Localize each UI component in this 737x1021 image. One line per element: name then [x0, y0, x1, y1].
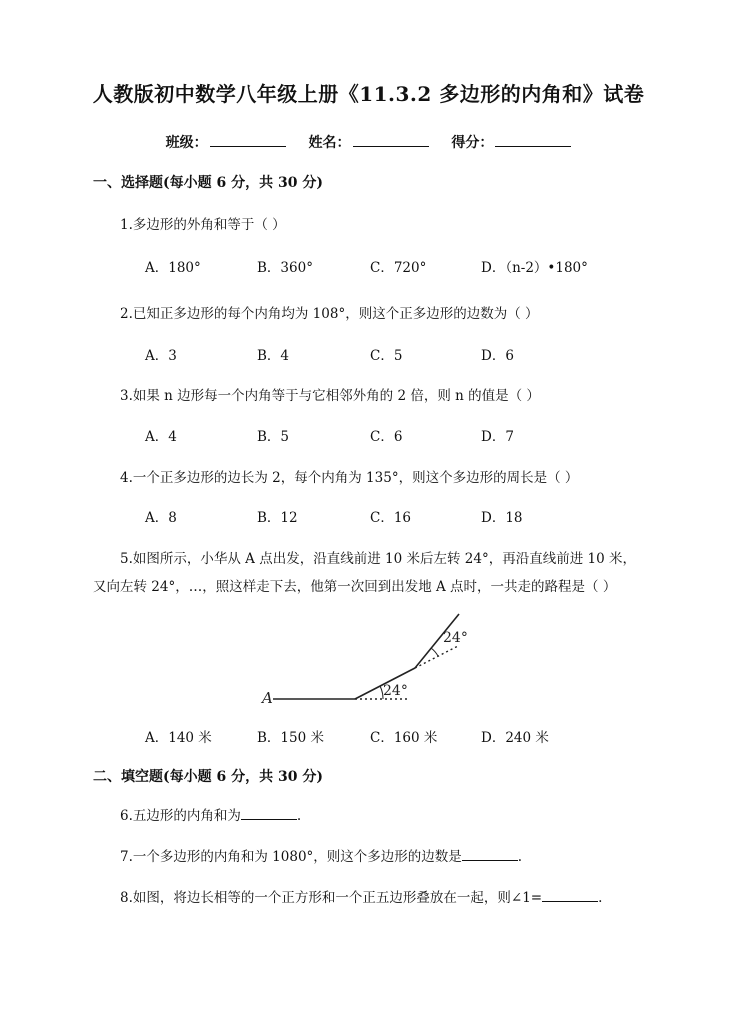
option-c[interactable]: C．6: [370, 429, 403, 445]
score-label: 得分：: [451, 135, 494, 151]
question-8-end: .: [598, 890, 603, 906]
option-d[interactable]: D．（n-2）•180°: [481, 260, 588, 276]
class-label: 班级：: [165, 135, 208, 151]
option-a[interactable]: A．3: [145, 348, 177, 364]
option-b[interactable]: B．360°: [257, 260, 313, 276]
option-d[interactable]: D．6: [481, 348, 514, 364]
section-heading-fill: 二、填空题(每小题 6 分，共 30 分): [93, 769, 323, 785]
question-5-line-2: 又向左转 24°，…，照这样走下去，他第一次回到出发地 A 点时，一共走的路程是（ ）: [93, 579, 617, 595]
walking-path-figure: [255, 606, 475, 706]
option-c[interactable]: C．720°: [370, 260, 427, 276]
extension-dotted-2: [415, 646, 458, 668]
student-info-row: [0, 132, 737, 152]
question-6-text: 6.五边形的内角和为: [120, 808, 241, 824]
option-b[interactable]: B．5: [257, 429, 290, 445]
option-a[interactable]: A．180°: [145, 260, 201, 276]
question-6-end: .: [296, 808, 302, 824]
option-d[interactable]: D．7: [481, 429, 514, 445]
name-blank[interactable]: [353, 132, 429, 147]
name-field: [309, 132, 429, 152]
score-field: [451, 132, 571, 152]
option-d[interactable]: D．18: [481, 510, 523, 526]
page-title: 人教版初中数学八年级上册《11.3.2 多边形的内角和》试卷: [92, 82, 645, 106]
answer-blank-6[interactable]: [241, 806, 297, 820]
option-a[interactable]: A．140 米: [145, 730, 212, 746]
question-7: [120, 845, 522, 865]
option-c[interactable]: C．160 米: [370, 730, 438, 746]
score-blank[interactable]: [495, 132, 571, 147]
option-b[interactable]: B．4: [257, 348, 290, 364]
angle-label-1: 24°: [383, 683, 408, 699]
option-b[interactable]: B．150 米: [257, 730, 324, 746]
option-c[interactable]: C．5: [370, 348, 403, 364]
name-label: 姓名：: [308, 135, 351, 151]
question-2: 2.已知正多边形的每个内角均为 108°，则这个正多边形的边数为（ ）: [120, 306, 539, 322]
answer-blank-8[interactable]: [542, 888, 598, 902]
angle-label-2: 24°: [443, 630, 468, 646]
question-7-end: .: [517, 849, 523, 865]
question-6: [120, 804, 301, 824]
angle-arc-2: [431, 648, 438, 656]
option-a[interactable]: A．8: [145, 510, 177, 526]
option-c[interactable]: C．16: [370, 510, 412, 526]
class-field: [166, 132, 286, 152]
question-8-text: 8.如图，将边长相等的一个正方形和一个正五边形叠放在一起，则∠1=: [120, 890, 543, 906]
question-3: 3.如果 n 边形每一个内角等于与它相邻外角的 2 倍，则 n 的值是（ ）: [120, 388, 540, 404]
section-heading-choice: 一、选择题(每小题 6 分，共 30 分): [93, 175, 323, 191]
question-4: 4.一个正多边形的边长为 2，每个内角为 135°，则这个多边形的周长是（ ）: [120, 470, 579, 486]
question-8: [120, 886, 602, 906]
option-a[interactable]: A．4: [145, 429, 177, 445]
point-a-label: A: [262, 689, 273, 706]
question-7-text: 7.一个多边形的内角和为 1080°，则这个多边形的边数是: [120, 849, 462, 865]
option-d[interactable]: D．240 米: [481, 730, 549, 746]
answer-blank-7[interactable]: [462, 847, 518, 861]
option-b[interactable]: B．12: [257, 510, 298, 526]
question-1: 1.多边形的外角和等于（ ）: [120, 217, 286, 233]
question-5-line-1: 5.如图所示，小华从 A 点出发，沿直线前进 10 米后左转 24°，再沿直线前进 10 米，: [120, 551, 636, 567]
class-blank[interactable]: [210, 132, 286, 147]
